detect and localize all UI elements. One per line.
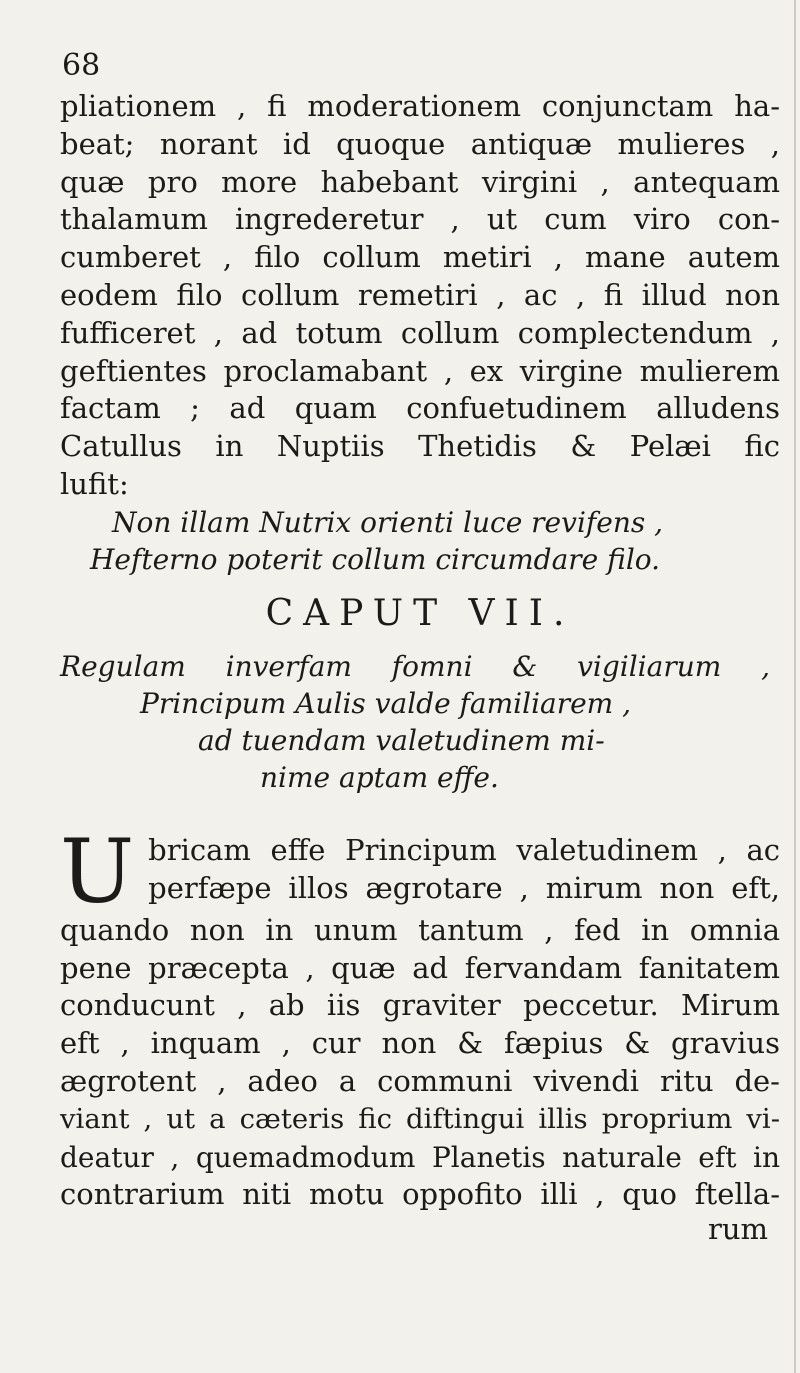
body-line: quando non in unum tantum , fed in omnia xyxy=(60,912,780,947)
paragraph-line: geftientes proclamabant , ex virgine mulierem xyxy=(60,353,780,388)
paragraph-line: lufit: xyxy=(60,466,129,501)
chapter-summary xyxy=(60,648,780,796)
body-line: conducunt , ab iis graviter peccetur. Mirum xyxy=(60,988,780,1023)
paragraph-line: cumberet , filo collum metiri , mane autem xyxy=(60,240,780,275)
body-line: deatur , quemadmodum Planetis naturale eft in xyxy=(60,1140,780,1174)
paragraph-line: fufficeret , ad totum collum complectendum , xyxy=(60,315,780,350)
summary-line: Regulam inverfam fomni & vigiliarum , xyxy=(60,649,770,683)
body-line: perfæpe illos ægrotare , mirum non eft, xyxy=(148,870,780,905)
paragraph-line: pliationem , fi moderationem conjunctam ha- xyxy=(60,89,780,123)
paragraph-line: Catullus in Nuptiis Thetidis & Pelæi fic xyxy=(60,429,780,464)
chapter-body xyxy=(60,819,780,1247)
body-line: eft , inquam , cur non & fæpius & gravius xyxy=(60,1026,780,1061)
paragraph-line: thalamum ingrederetur , ut cum viro con- xyxy=(60,202,780,237)
paragraph-line: eodem filo collum remetiri , ac , fi illud non xyxy=(60,277,780,312)
summary-line: ad tuendam valetudinem mi- xyxy=(198,723,605,757)
body-line: pene præcepta , quæ ad fervandam fanitatem xyxy=(60,950,780,985)
drop-cap-initial: U xyxy=(60,819,135,923)
body-line: contrarium niti motu oppofito illi , quo ftella- xyxy=(60,1177,780,1212)
body-line: ægrotent , adeo a communi vivendi ritu de- xyxy=(60,1063,780,1098)
paragraph-line: beat; norant id quoque antiquæ mulieres , xyxy=(60,126,780,161)
body-line: viant , ut a cæteris fic diftingui illis proprium vi- xyxy=(60,1102,780,1135)
verse-quotation xyxy=(60,504,780,578)
page-edge-shadow xyxy=(794,0,796,1373)
page-number: 68 xyxy=(62,48,101,83)
chapter-heading: CAPUT VII. xyxy=(265,592,575,634)
catchword: rum xyxy=(707,1212,768,1247)
paragraph-line: quæ pro more habebant virgini , antequam xyxy=(60,164,780,199)
summary-line: Principum Aulis valde familiarem , xyxy=(140,686,632,720)
opening-paragraph xyxy=(60,88,780,504)
body-line: bricam effe Principum valetudinem , ac xyxy=(148,832,780,867)
paragraph-line: factam ; ad quam confuetudinem alludens xyxy=(60,391,780,426)
verse-line: Hefterno poterit collum circumdare filo. xyxy=(90,542,661,576)
summary-line: nime aptam effe. xyxy=(260,760,499,794)
book-page xyxy=(60,48,780,1247)
verse-line: Non illam Nutrix orienti luce revifens , xyxy=(112,505,664,539)
